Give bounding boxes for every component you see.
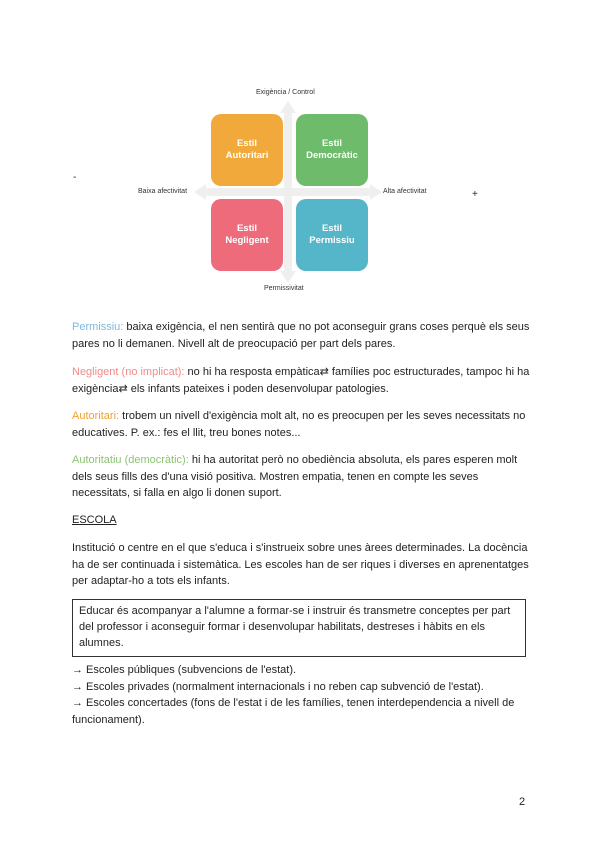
quadrant-label: Negligent — [225, 235, 269, 246]
school-types-list — [72, 662, 532, 728]
quadrant-negligent — [211, 199, 283, 271]
desc-negligent: no hi ha resposta empàtica⇄ famílies poc estructurades, tampoc hi ha exigència⇄ els infants pateixes i poden desenvolupar patologies. — [72, 366, 530, 395]
quadrant-label: Estil — [321, 223, 343, 234]
arrow-down — [280, 271, 296, 283]
axis-label-left: Baixa afectivitat — [138, 188, 188, 195]
horizontal-axis — [205, 188, 371, 196]
desc-permissiu: baixa exigència, el nen sentirà que no pot aconseguir grans coses perquè els seus pares no li demanen. Nivell alt de preocupació per part dels pares. — [72, 321, 530, 350]
term-negligent: Negligent (no implicat): — [72, 366, 185, 378]
list-item: → Escoles concertades (fons de l'estat i de les famílies, tenen interdependencia a nivell de funcionament). — [72, 697, 515, 726]
paragraph-escola: Institució o centre en el que s'educa i s'instrueix sobre unes àrees determinades. La docència ha de ser continuada i sistemàtica. Les escoles han de ser riques i diverses en aprenentatges per adaptar-ho a tots els infants. — [72, 542, 529, 587]
list-item: → Escoles privades (normalment internacionals i no reben cap subvenció de l'estat). — [72, 680, 484, 693]
arrow-left — [194, 184, 206, 200]
axis-label-bottom: Permissivitat — [264, 285, 304, 292]
boxed-definition: Educar és acompanyar a l'alumne a formar-se i instruir és transmetre conceptes per part del professor i aconseguir formar i desenvolupar habilitats, destreses i hàbits en els alumnes. — [72, 599, 526, 657]
quadrant-label: Estil — [236, 138, 258, 149]
desc-autoritatiu: hi ha autoritat però no obediència absoluta, els pares esperen molt dels seus fills des d'una visió positiva. Mostren empatia, tenen en compte les seves necessitats, si falla en algo li donen suport. — [72, 454, 518, 499]
term-autoritatiu: Autoritatiu (democràtic): — [72, 454, 189, 466]
list-item: → Escoles públiques (subvencions de l'estat). — [72, 664, 297, 676]
quadrant-label: Estil — [236, 223, 258, 234]
quadrant-label: Democràtic — [306, 150, 358, 161]
term-permissiu: Permissiu: — [72, 321, 124, 333]
paragraph-permissiu — [72, 319, 532, 352]
quadrant-label: Autoritari — [225, 150, 269, 161]
quadrant-autoritari — [211, 114, 283, 186]
quadrant-permissiu — [296, 199, 368, 271]
stray-dash: - — [73, 172, 77, 183]
paragraph-negligent — [72, 364, 532, 397]
page-number: 2 — [519, 796, 526, 808]
quadrant-label: Estil — [321, 138, 343, 149]
paragraph-autoritari — [72, 408, 532, 441]
axis-label-right: Alta afectivitat — [383, 188, 427, 195]
arrow-up — [280, 101, 296, 113]
axis-label-top: Exigència / Control — [256, 89, 315, 96]
desc-autoritari: trobem un nivell d'exigència molt alt, no es preocupen per les seves necessitats no educatives. P. ex.: fes el llit, treu bones notes... — [72, 410, 526, 439]
term-autoritari: Autoritari: — [72, 410, 120, 422]
quadrant-label: Permissiu — [309, 235, 355, 246]
section-heading-escola: ESCOLA — [72, 514, 117, 526]
stray-plus: + — [472, 189, 478, 200]
paragraph-autoritatiu — [72, 452, 532, 502]
arrow-right — [370, 184, 382, 200]
quadrant-democratic — [296, 114, 368, 186]
